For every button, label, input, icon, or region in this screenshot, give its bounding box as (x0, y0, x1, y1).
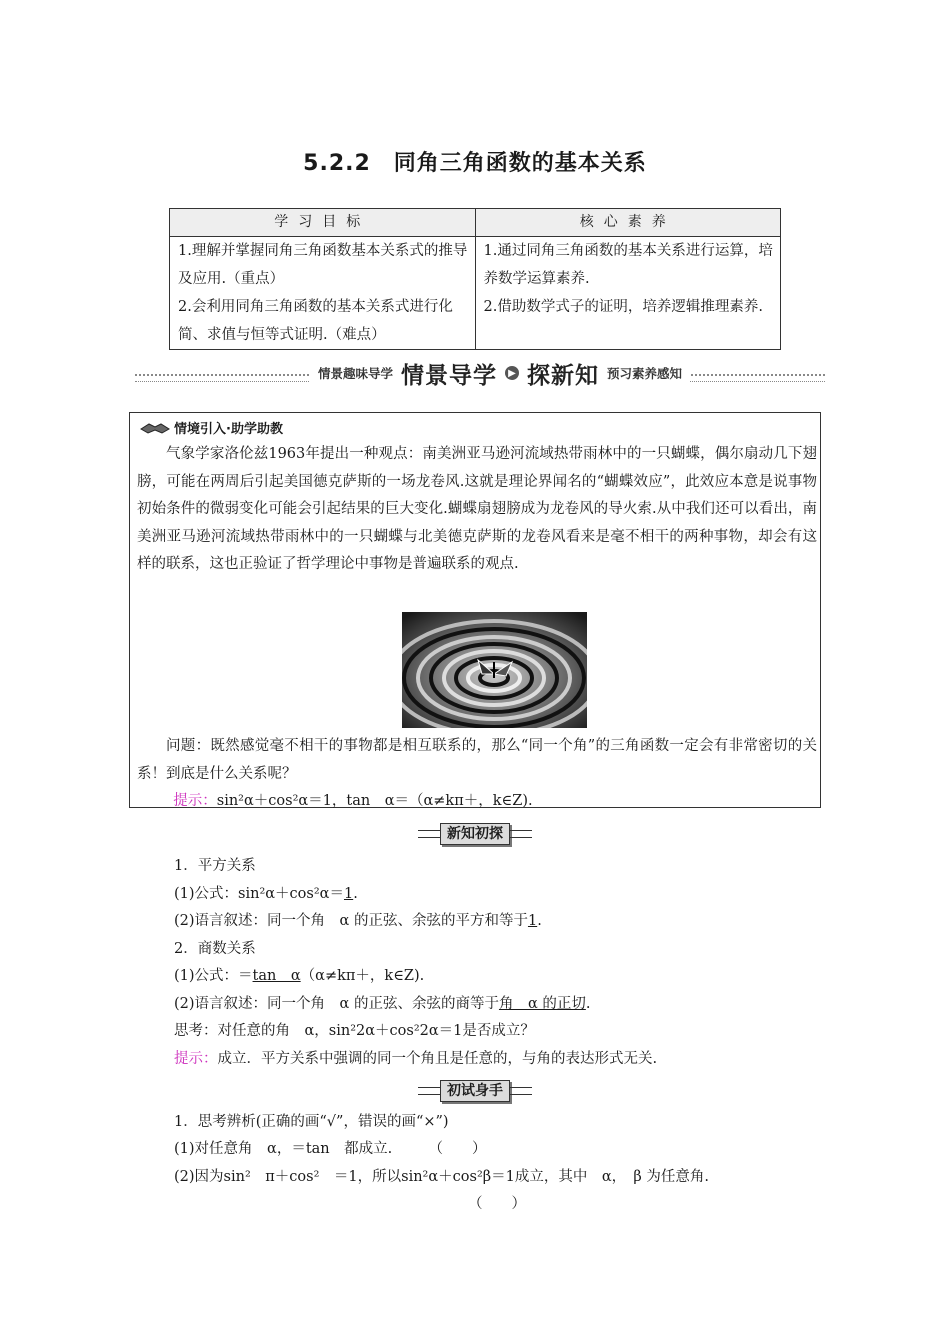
hint-line (137, 788, 817, 816)
section-banner (310, 358, 690, 388)
nk-line-4: 2．商数关系 (174, 941, 256, 957)
first-try-label: 初试身手 (440, 1080, 510, 1102)
nk-line-1: 1．平方关系 (174, 858, 256, 874)
banner-title-2: 探新知 (527, 362, 600, 389)
nk-line-5: (1)公式：＝tan α（α≠kπ＋，k∈Z). (174, 968, 425, 984)
goals-header-right: 核心素养 (475, 209, 781, 237)
goal-item: 1.理解并掌握同角三角函数基本关系式的推导及应用.（重点） (178, 243, 468, 287)
handshake-icon (140, 421, 170, 435)
banner-right-caption: 预习素养感知 (607, 366, 683, 381)
new-knowledge-label: 新知初探 (440, 823, 510, 845)
first-try-tag (0, 1079, 950, 1103)
nk-line-8: 提示：成立．平方关系中强调的同一个角且是任意的，与角的表达形式无关. (174, 1051, 658, 1067)
intro-story (137, 441, 817, 579)
story-text: 气象学家洛伦兹1963年提出一种观点：南美洲亚马逊河流域热带雨林中的一只蝴蝶，偶尔扇动几下翅膀，可能在两周后引起美国德克萨斯的一场龙卷风.这就是理论界闻名的“蝴蝶效应”，此效应本意是说事物初始条件的微弱变化可能会引起结果的巨大变化.蝴蝶扇翅膀成为龙卷风的导火索.从中我们还可以看出，南美洲亚马逊河流域热带雨林中的一只蝴蝶与北美德克萨斯的龙卷风看来是毫不相干的两种事物，却会有这样的联系，这也正验证了哲学理论中事物是普遍联系的观点. (137, 446, 817, 572)
goal-item: 2.会利用同角三角函数的基本关系式进行化简、求值与恒等式证明.（难点） (178, 299, 453, 343)
arrow-right-icon: ▶ (505, 366, 519, 380)
intro-question-block (137, 733, 817, 816)
hint-text: sin²α＋cos²α＝1，tan α＝（α≠kπ＋，k∈Z). (216, 793, 533, 809)
nk-line-6: (2)语言叙述：同一个角 α 的正弦、余弦的商等于角 α 的正切. (174, 996, 591, 1012)
question-text: 问题：既然感觉毫不相干的事物都是相互联系的，那么“同一个角”的三角函数一定会有非常密切的关系！到底是什么关系呢？ (137, 738, 817, 782)
intro-heading-text: 情境引入·助学助教 (174, 422, 283, 437)
page-title: 5.2.2 同角三角函数的基本关系 (303, 151, 647, 176)
ft-line-4: （ ） (468, 1196, 526, 1212)
goals-right-cell (475, 237, 781, 350)
ft-line-1: 1．思考辨析(正确的画“√”，错误的画“×”) (174, 1114, 449, 1130)
nk-line-3: (2)语言叙述：同一个角 α 的正弦、余弦的平方和等于1. (174, 913, 542, 929)
banner-left-caption: 情景趣味导学 (318, 366, 394, 381)
goals-header-left: 学习目标 (170, 209, 476, 237)
goals-table (169, 208, 781, 350)
literacy-item: 1.通过同角三角函数的基本关系进行运算，培养数学运算素养. (483, 243, 773, 287)
intro-heading (140, 418, 283, 437)
ft-line-2: (1)对任意角 α，＝tan 都成立. （ ） (174, 1141, 487, 1157)
nk-line-7: 思考：对任意的角 α，sin²2α＋cos²2α＝1是否成立？ (174, 1023, 535, 1039)
ft-line-3: (2)因为sin² π＋cos² ＝1，所以sin²α＋cos²β＝1成立，其中 α， β 为任意角. (174, 1169, 710, 1185)
hint-label: 提示： (173, 793, 217, 809)
goals-left-cell (170, 237, 476, 350)
butterfly-ripple-image (402, 612, 587, 728)
banner-title-1: 情景导学 (401, 362, 498, 389)
nk-line-2: (1)公式：sin²α＋cos²α＝1. (174, 886, 358, 902)
literacy-item: 2.借助数学式子的证明，培养逻辑推理素养. (483, 299, 763, 315)
new-knowledge-tag (0, 822, 950, 846)
